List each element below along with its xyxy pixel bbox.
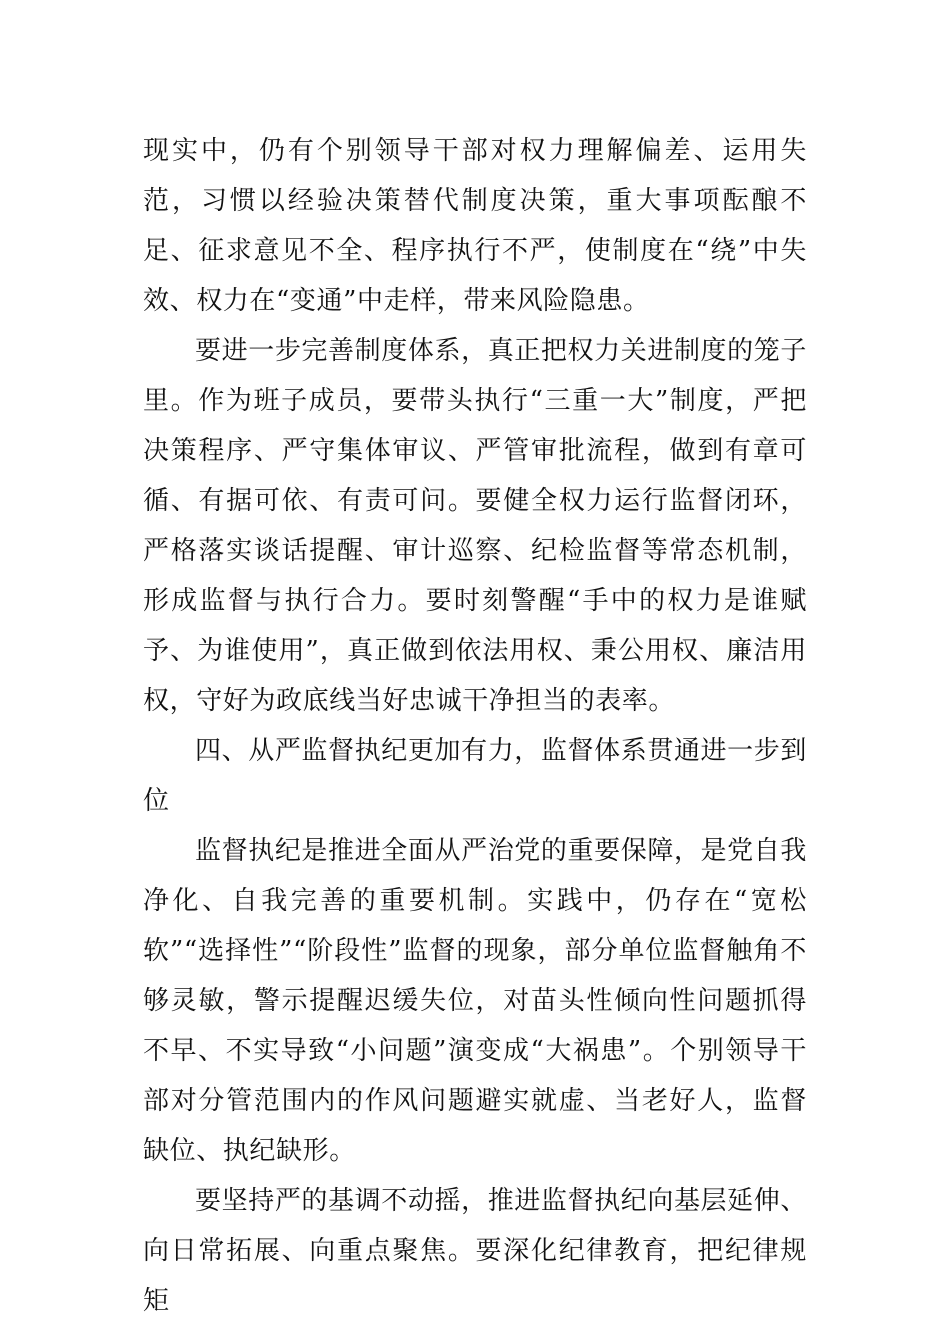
section-heading-four: 四、从严监督执纪更加有力，监督体系贯通进一步到位 [143,736,807,816]
paragraph-strict-tone: 要坚持严的基调不动摇，推进监督执纪向基层延伸、向日常拓展、向重点聚焦。要深化纪律教育，把纪律规矩 [143,1186,807,1316]
paragraph-system-improvement: 要进一步完善制度体系，真正把权力关进制度的笼子里。作为班子成员，要带头执行“三重一大”制度，严把决策程序、严守集体审议、严管审批流程，做到有章可循、有据可依、有责可问。要健全权力运行监督闭环，严格落实谈话提醒、审计巡察、纪检监督等常态机制，形成监督与执行合力。要时刻警醒“手中的权力是谁赋予、为谁使用”，真正做到依法用权、秉公用权、廉洁用权，守好为政底线当好忠诚干净担当的表率。 [143,336,807,716]
paragraph-continuation: 现实中，仍有个别领导干部对权力理解偏差、运用失范，习惯以经验决策替代制度决策，重大事项酝酿不足、征求意见不全、程序执行不严，使制度在“绕”中失效、权力在“变通”中走样，带来风险隐患。 [143,136,807,316]
paragraph-supervision: 监督执纪是推进全面从严治党的重要保障，是党自我净化、自我完善的重要机制。实践中，仍存在“宽松软”“选择性”“阶段性”监督的现象，部分单位监督触角不够灵敏，警示提醒迟缓失位，对苗头性倾向性问题抓得不早、不实导致“小问题”演变成“大祸患”。个别领导干部对分管范围内的作风问题避实就虚、当老好人，监督缺位、执纪缺形。 [143,836,807,1166]
document-body [143,126,807,1326]
